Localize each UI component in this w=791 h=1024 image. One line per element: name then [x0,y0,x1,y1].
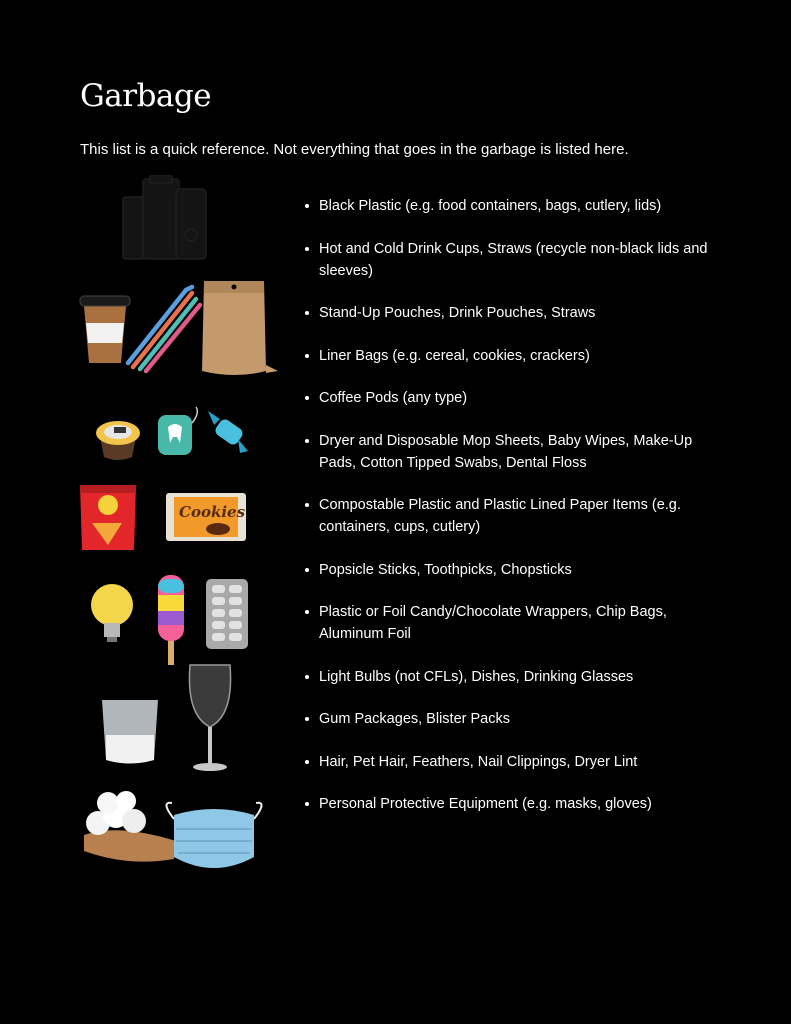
coffee-pod-icon [96,421,140,460]
wine-glass-icon [189,665,230,771]
cookie-liner-bag-icon [166,493,246,541]
face-mask-icon [166,803,261,868]
light-bulb-icon [91,584,133,642]
candy-wrapper-icon [208,411,248,453]
drinking-glass-icon [102,700,158,764]
list-item: Compostable Plastic and Plastic Lined Paper Items (e.g. containers, cups, cutlery) [302,494,722,538]
list-item: Dryer and Disposable Mop Sheets, Baby Wipes, Make-Up Pads, Cotton Tipped Swabs, Dental Floss [302,430,722,474]
list-item: Personal Protective Equipment (e.g. masks, gloves) [302,793,722,815]
cookie-label: Cookies [179,503,246,521]
list-item: Popsicle Sticks, Toothpicks, Chopsticks [302,559,722,581]
stand-up-pouch-icon [202,281,278,375]
list-item: Coffee Pods (any type) [302,387,722,409]
dental-floss-icon [158,407,197,455]
black-plastic-containers-icon [123,175,206,259]
garbage-item-list [302,195,722,836]
list-item: Gum Packages, Blister Packs [302,708,722,730]
coffee-cup-icon [80,296,130,363]
popsicle-icon [158,575,184,665]
cotton-balls-icon [84,791,176,862]
intro-text: This list is a quick reference. Not everything that goes in the garbage is listed here. [80,141,629,158]
garbage-illustration [78,175,278,875]
chip-bag-icon [80,485,136,550]
list-item: Hair, Pet Hair, Feathers, Nail Clippings, Dryer Lint [302,751,722,773]
blister-pack-icon [206,579,248,649]
list-item: Stand-Up Pouches, Drink Pouches, Straws [302,302,722,324]
list-item: Light Bulbs (not CFLs), Dishes, Drinking Glasses [302,666,722,688]
straws-icon [128,287,200,371]
list-item: Hot and Cold Drink Cups, Straws (recycle non-black lids and sleeves) [302,238,722,282]
list-item: Plastic or Foil Candy/Chocolate Wrappers, Chip Bags, Aluminum Foil [302,601,722,645]
list-item: Black Plastic (e.g. food containers, bags, cutlery, lids) [302,195,722,217]
list-item: Liner Bags (e.g. cereal, cookies, crackers) [302,345,722,367]
page-title: Garbage [80,78,212,114]
